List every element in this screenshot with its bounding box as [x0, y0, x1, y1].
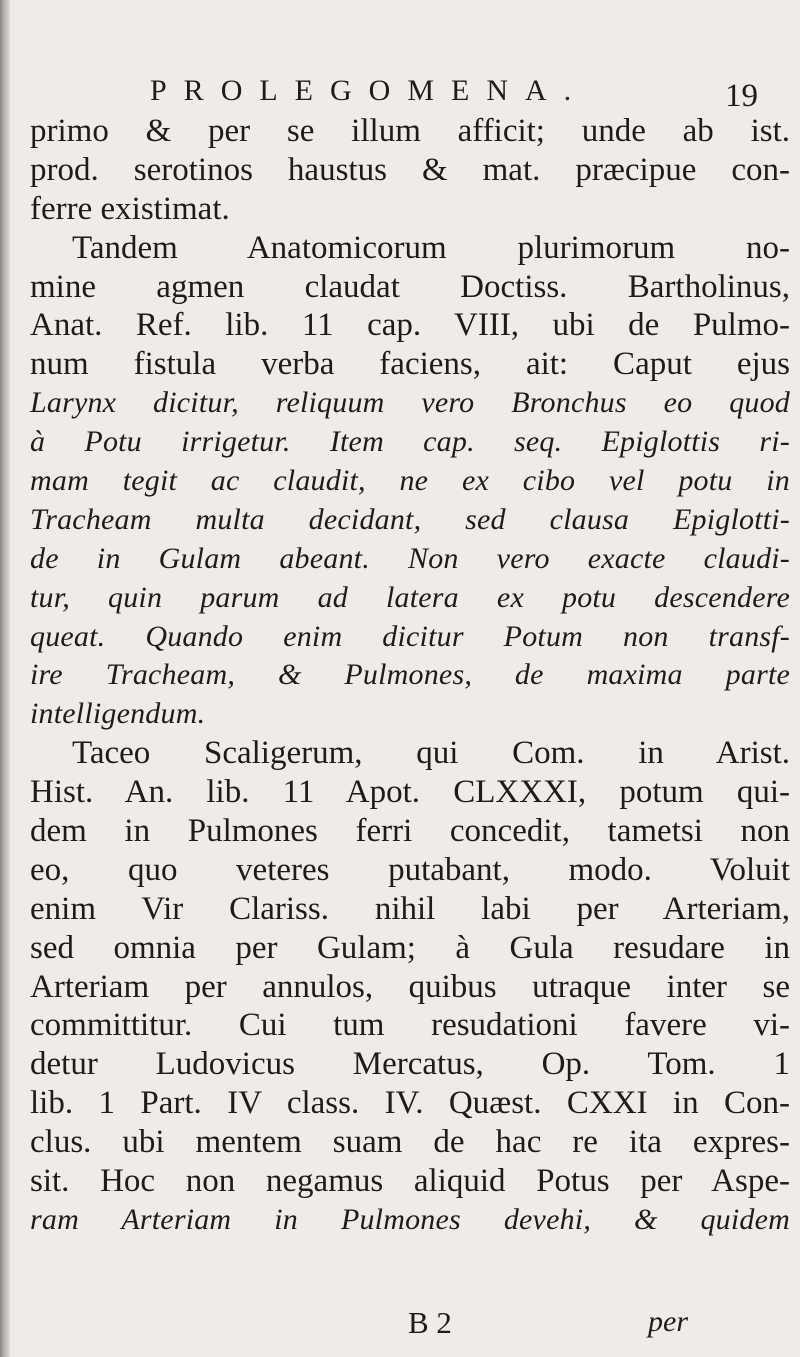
text-line: mam tegit ac claudit, ne ex cibo vel potu in — [30, 464, 790, 498]
text-line: tur, quin parum ad latera ex potu descendere — [30, 580, 790, 614]
text-line: clus. ubi mentem suam de hac re ita expres- — [30, 1124, 790, 1161]
text-line: committitur. Cui tum resudationi favere vi- — [30, 1007, 790, 1044]
text-line: Anat. Ref. lib. 11 cap. VIII, ubi de Pulmo- — [30, 307, 790, 344]
text-line: prod. serotinos haustus & mat. præcipue con- — [30, 151, 790, 188]
text-line: Arteriam per annulos, quibus utraque inter se — [30, 968, 790, 1005]
text-line: mine agmen claudat Doctiss. Bartholinus, — [30, 268, 790, 305]
running-title: PROLEGOMENA. — [150, 74, 589, 107]
text-line: Taceo Scaligerum, qui Com. in Arist. — [72, 735, 790, 772]
text-line: ferre existimat. — [30, 190, 230, 227]
signature-mark: B 2 — [408, 1305, 452, 1340]
text-line: ram Arteriam in Pulmones devehi, & quidem — [30, 1202, 790, 1236]
page-footer — [30, 1305, 790, 1345]
text-line: Hist. An. lib. 11 Apot. CLXXXI, potum qui- — [30, 774, 790, 811]
body-text — [30, 112, 790, 1240]
text-line: dem in Pulmones ferri concedit, tametsi non — [30, 813, 790, 850]
text-line: Larynx dicitur, reliquum vero Bronchus eo quod — [30, 386, 790, 420]
text-line: ire Tracheam, & Pulmones, de maxima parte — [30, 658, 790, 692]
text-line: Tracheam multa decidant, sed clausa Epiglotti- — [30, 502, 790, 536]
text-line: de in Gulam abeant. Non vero exacte claudi- — [30, 541, 790, 575]
text-line: à Potu irrigetur. Item cap. seq. Epiglottis ri- — [30, 425, 790, 459]
text-line: enim Vir Clariss. nihil labi per Arteriam, — [30, 890, 790, 927]
text-line: sed omnia per Gulam; à Gula resudare in — [30, 929, 790, 966]
text-line: num fistula verba faciens, ait: Caput ejus — [30, 346, 790, 383]
text-line: sit. Hoc non negamus aliquid Potus per Aspe- — [30, 1163, 790, 1200]
text-line: primo & per se illum afficit; unde ab ist. — [30, 113, 790, 149]
text-line: detur Ludovicus Mercatus, Op. Tom. 1 — [30, 1046, 790, 1083]
page-gutter-shadow — [0, 0, 10, 1357]
text-line: lib. 1 Part. IV class. IV. Quæst. CXXI in Con- — [30, 1085, 790, 1122]
page-number: 19 — [725, 78, 758, 114]
text-line: eo, quo veteres putabant, modo. Voluit — [30, 851, 790, 888]
page-header — [150, 70, 780, 118]
catchword: per — [648, 1305, 688, 1338]
text-line: queat. Quando enim dicitur Potum non transf- — [30, 619, 790, 653]
text-line: intelligendum. — [30, 697, 206, 731]
text-line: Tandem Anatomicorum plurimorum no- — [72, 229, 790, 266]
